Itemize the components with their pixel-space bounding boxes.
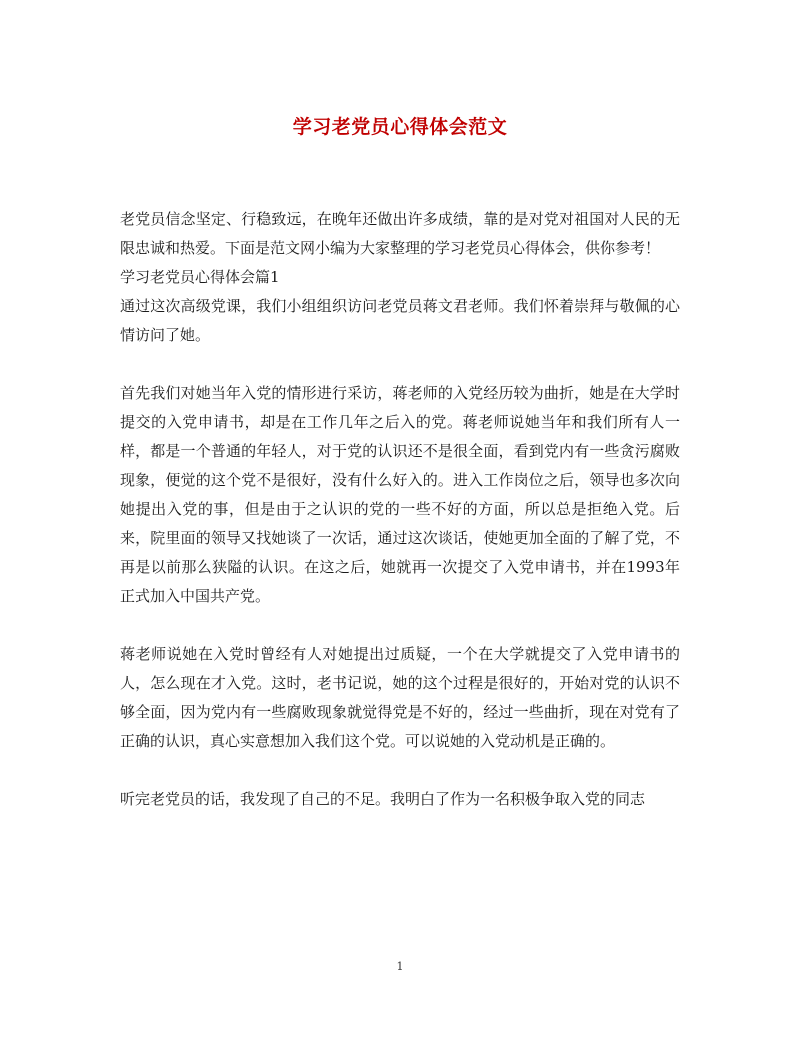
body-paragraph: 通过这次高级党课，我们小组组织访问老党员蒋文君老师。我们怀着崇拜与敬佩的心情访问了她。 xyxy=(120,297,680,344)
body-paragraph: 首先我们对她当年入党的情形进行采访，蒋老师的入党经历较为曲折，她是在大学时提交的入党申请书，却是在工作几年之后入的党。蒋老师说她当年和我们所有人一样，都是一个普通的年轻人，对于党的认识还不是很全面，看到党内有一些贪污腐败现象，便觉的这个党不是很好，没有什么好入的。进入工作岗位之后，领导也多次向她提出入党的事，但是由于之认识的党的一些不好的方面，所以总是拒绝入党。后来，院里面的领导又找她谈了一次话，通过这次谈话，使她更加全面的了解了党，不再是以前那么狭隘的认识。在这之后，她就再一次提交了入党申请书，并在1993年正式加入中国共产党。 xyxy=(120,384,680,605)
paragraph-spacer xyxy=(120,756,680,785)
document-body xyxy=(120,205,680,814)
section-heading: 学习老党员心得体会篇1 xyxy=(120,268,280,286)
body-paragraph: 蒋老师说她在入党时曾经有人对她提出过质疑，一个在大学就提交了入党申请书的人，怎么现在才入党。这时，老书记说，她的这个过程是很好的，开始对党的认识不够全面，因为党内有一些腐败现象就觉得党是不好的，经过一些曲折，现在对党有了正确的认识，真心实意想加入我们这个党。可以说她的入党动机是正确的。 xyxy=(120,645,680,750)
page-number: 1 xyxy=(396,960,404,973)
intro-paragraph: 老党员信念坚定、行稳致远，在晚年还做出许多成绩，靠的是对党对祖国对人民的无限忠诚和热爱。下面是范文网小编为大家整理的学习老党员心得体会，供你参考！ xyxy=(120,210,680,257)
paragraph-spacer xyxy=(120,350,680,379)
body-paragraph: 听完老党员的话，我发现了自己的不足。我明白了作为一名积极争取入党的同志 xyxy=(120,790,646,808)
document-title: 学习老党员心得体会范文 xyxy=(292,116,508,138)
paragraph-spacer xyxy=(120,611,680,640)
